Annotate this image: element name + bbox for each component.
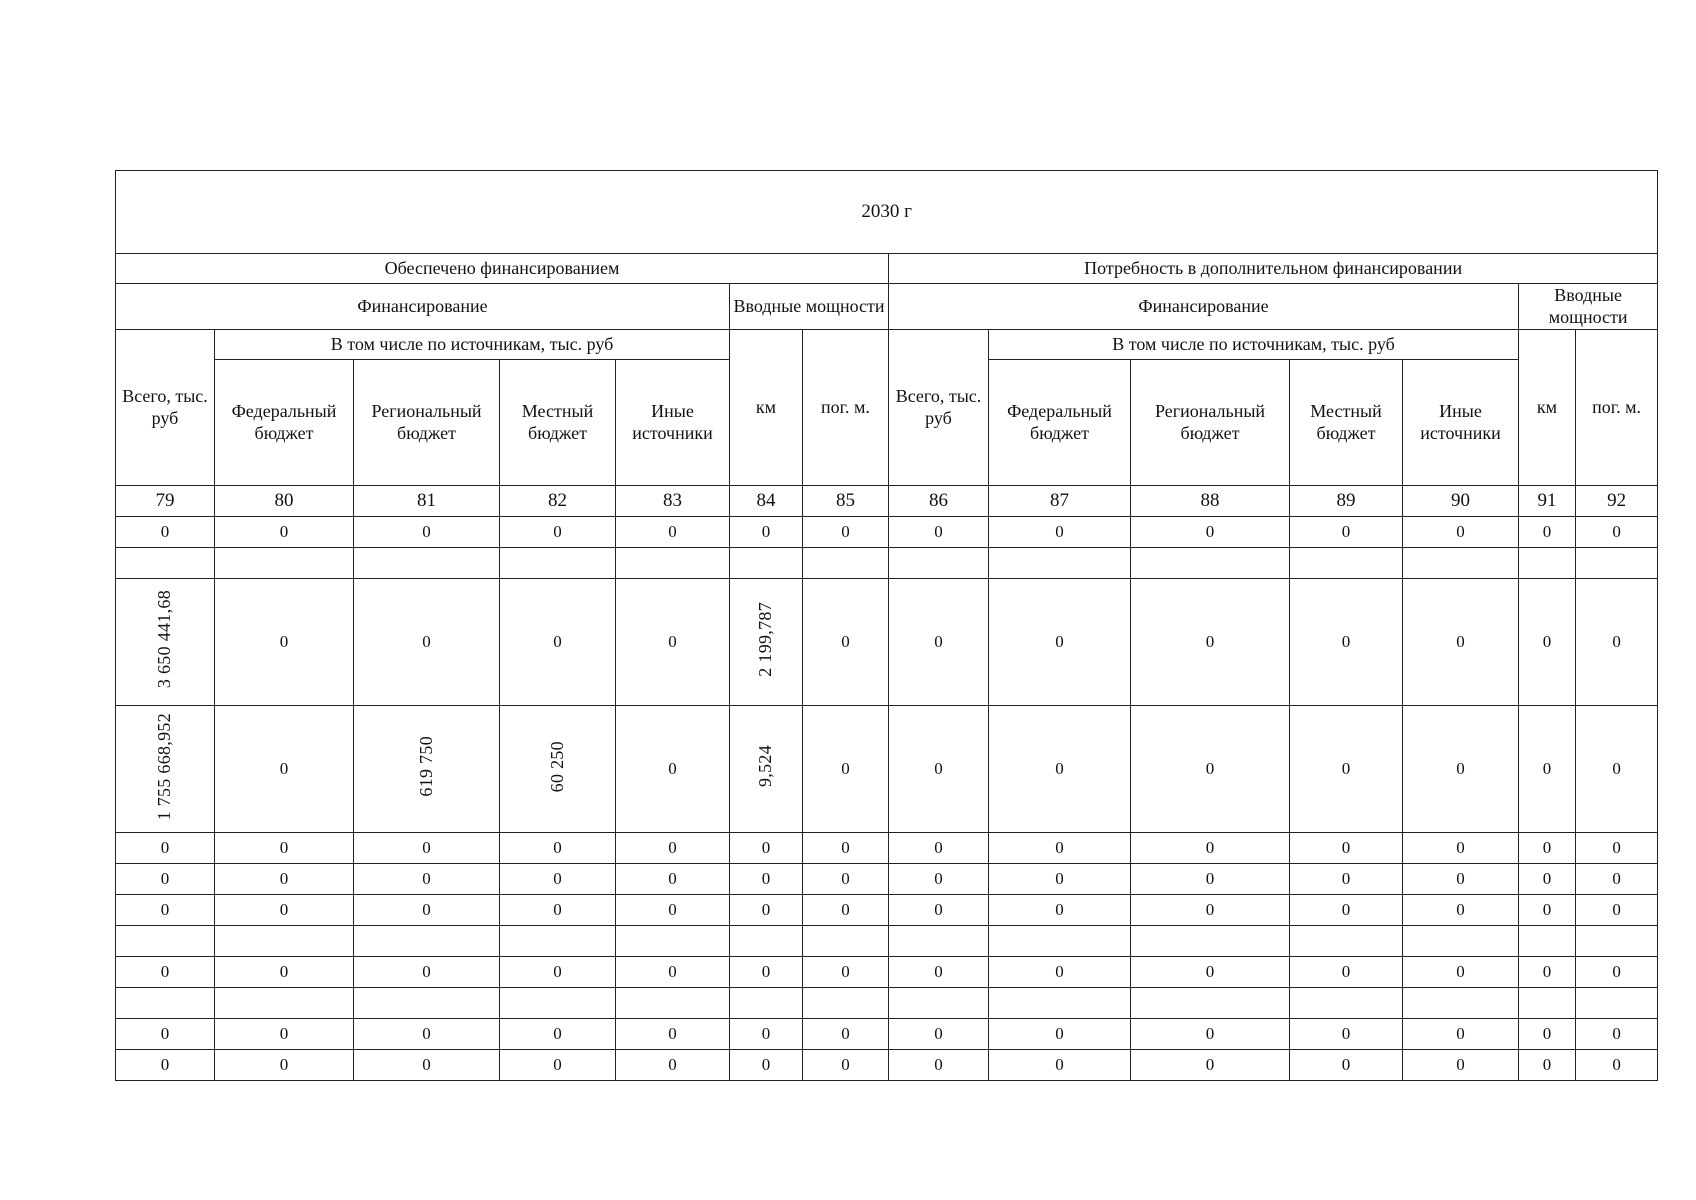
table-row-empty bbox=[116, 988, 1658, 1019]
cell-zero: 0 bbox=[1290, 1019, 1403, 1050]
cell-zero: 0 bbox=[730, 957, 803, 988]
cell-zero: 0 bbox=[1403, 957, 1519, 988]
cell-zero: 0 bbox=[1576, 706, 1658, 833]
table-row bbox=[116, 706, 1658, 833]
column-number-cell: 88 bbox=[1131, 486, 1290, 517]
cell-zero: 0 bbox=[354, 579, 500, 706]
cell-zero: 0 bbox=[354, 895, 500, 926]
cell-empty bbox=[354, 548, 500, 579]
cell-zero: 0 bbox=[1576, 1050, 1658, 1081]
cell-zero: 0 bbox=[116, 517, 215, 548]
cell-zero: 0 bbox=[1131, 895, 1290, 926]
cell-zero: 0 bbox=[1290, 957, 1403, 988]
cell-zero: 0 bbox=[1519, 517, 1576, 548]
cell-zero: 0 bbox=[730, 895, 803, 926]
cell-zero: 0 bbox=[1290, 833, 1403, 864]
cell-zero: 0 bbox=[215, 517, 354, 548]
col-header-regional: Региональный бюджет bbox=[354, 360, 500, 486]
cell-zero: 0 bbox=[1403, 864, 1519, 895]
cell-zero: 0 bbox=[889, 895, 989, 926]
cell-empty bbox=[215, 926, 354, 957]
cell-empty bbox=[803, 548, 889, 579]
cell-zero: 0 bbox=[116, 1019, 215, 1050]
cell-empty bbox=[1131, 548, 1290, 579]
cell-empty bbox=[730, 548, 803, 579]
cell-empty bbox=[500, 926, 616, 957]
cell-zero: 0 bbox=[354, 1019, 500, 1050]
column-number-cell: 81 bbox=[354, 486, 500, 517]
cell-zero: 0 bbox=[1576, 957, 1658, 988]
cell-zero: 0 bbox=[803, 579, 889, 706]
cell-total bbox=[116, 706, 215, 833]
cell-empty bbox=[989, 988, 1131, 1019]
col-header-other: Иные источники bbox=[1403, 360, 1519, 486]
cell-zero: 0 bbox=[803, 706, 889, 833]
cell-empty bbox=[1403, 548, 1519, 579]
cell-empty bbox=[889, 988, 989, 1019]
cell-zero: 0 bbox=[1131, 957, 1290, 988]
cell-zero: 0 bbox=[500, 864, 616, 895]
cell-empty bbox=[1131, 926, 1290, 957]
cell-zero: 0 bbox=[616, 1019, 730, 1050]
cell-zero: 0 bbox=[889, 833, 989, 864]
column-number-cell: 84 bbox=[730, 486, 803, 517]
cell-zero: 0 bbox=[1576, 517, 1658, 548]
cell-zero: 0 bbox=[803, 895, 889, 926]
cell-zero: 0 bbox=[989, 706, 1131, 833]
col-header-km: км bbox=[730, 330, 803, 486]
cell-zero: 0 bbox=[889, 517, 989, 548]
cell-empty bbox=[616, 988, 730, 1019]
cell-zero: 0 bbox=[354, 864, 500, 895]
cell-zero: 0 bbox=[1290, 706, 1403, 833]
column-number-cell: 89 bbox=[1290, 486, 1403, 517]
cell-empty bbox=[116, 548, 215, 579]
cell-empty bbox=[1290, 926, 1403, 957]
cell-zero: 0 bbox=[500, 517, 616, 548]
cell-zero: 0 bbox=[215, 579, 354, 706]
cell-zero: 0 bbox=[354, 1050, 500, 1081]
cell-zero: 0 bbox=[616, 1050, 730, 1081]
cell-zero: 0 bbox=[1403, 895, 1519, 926]
cell-zero: 0 bbox=[354, 957, 500, 988]
table-row bbox=[116, 833, 1658, 864]
column-number-cell: 91 bbox=[1519, 486, 1576, 517]
cell-zero: 0 bbox=[616, 579, 730, 706]
cell-zero: 0 bbox=[989, 864, 1131, 895]
cell-zero: 0 bbox=[500, 1050, 616, 1081]
cell-km bbox=[730, 706, 803, 833]
cell-zero: 0 bbox=[989, 895, 1131, 926]
cell-empty bbox=[1576, 926, 1658, 957]
cell-zero: 0 bbox=[989, 1050, 1131, 1081]
cell-zero: 0 bbox=[1403, 706, 1519, 833]
cell-zero: 0 bbox=[1290, 895, 1403, 926]
cell-zero: 0 bbox=[116, 895, 215, 926]
cell-zero: 0 bbox=[1403, 833, 1519, 864]
cell-empty bbox=[730, 988, 803, 1019]
cell-value: 60 250 bbox=[546, 740, 567, 792]
column-number-cell: 83 bbox=[616, 486, 730, 517]
cell-zero: 0 bbox=[616, 895, 730, 926]
cell-zero: 0 bbox=[1519, 957, 1576, 988]
cell-zero: 0 bbox=[1576, 833, 1658, 864]
cell-zero: 0 bbox=[1403, 1019, 1519, 1050]
cell-zero: 0 bbox=[616, 517, 730, 548]
cell-empty bbox=[1576, 988, 1658, 1019]
column-number-cell: 87 bbox=[989, 486, 1131, 517]
cell-zero: 0 bbox=[989, 517, 1131, 548]
cell-empty bbox=[215, 988, 354, 1019]
cell-zero: 0 bbox=[1519, 579, 1576, 706]
capacity-header-left: Вводные мощности bbox=[730, 284, 889, 330]
cell-local bbox=[500, 706, 616, 833]
cell-empty bbox=[989, 926, 1131, 957]
cell-total bbox=[116, 579, 215, 706]
cell-zero: 0 bbox=[116, 1050, 215, 1081]
cell-zero: 0 bbox=[215, 1019, 354, 1050]
sources-header-left: В том числе по источникам, тыс. руб bbox=[215, 330, 730, 360]
cell-zero: 0 bbox=[730, 1019, 803, 1050]
cell-empty bbox=[1131, 988, 1290, 1019]
cell-zero: 0 bbox=[215, 864, 354, 895]
column-number-cell: 90 bbox=[1403, 486, 1519, 517]
cell-empty bbox=[1576, 548, 1658, 579]
table-row bbox=[116, 1050, 1658, 1081]
cell-zero: 0 bbox=[1131, 1050, 1290, 1081]
cell-empty bbox=[116, 988, 215, 1019]
col-header-federal: Федеральный бюджет bbox=[989, 360, 1131, 486]
col-header-federal: Федеральный бюджет bbox=[215, 360, 354, 486]
cell-empty bbox=[1519, 926, 1576, 957]
cell-zero: 0 bbox=[1519, 1050, 1576, 1081]
column-number-cell: 80 bbox=[215, 486, 354, 517]
cell-zero: 0 bbox=[215, 957, 354, 988]
cell-zero: 0 bbox=[116, 833, 215, 864]
col-header-km: км bbox=[1519, 330, 1576, 486]
cell-zero: 0 bbox=[616, 833, 730, 864]
cell-value: 2 199,787 bbox=[755, 601, 776, 677]
cell-zero: 0 bbox=[803, 1050, 889, 1081]
cell-km bbox=[730, 579, 803, 706]
cell-zero: 0 bbox=[500, 579, 616, 706]
col-header-regional: Региональный бюджет bbox=[1131, 360, 1290, 486]
cell-zero: 0 bbox=[500, 1019, 616, 1050]
cell-empty bbox=[803, 926, 889, 957]
cell-zero: 0 bbox=[1519, 1019, 1576, 1050]
cell-zero: 0 bbox=[730, 833, 803, 864]
cell-empty bbox=[354, 926, 500, 957]
financing-table-sheet bbox=[115, 170, 1657, 1081]
financing-header-right: Финансирование bbox=[889, 284, 1519, 330]
sources-header-right: В том числе по источникам, тыс. руб bbox=[989, 330, 1519, 360]
cell-zero: 0 bbox=[1576, 864, 1658, 895]
cell-zero: 0 bbox=[500, 957, 616, 988]
column-number-cell: 79 bbox=[116, 486, 215, 517]
cell-zero: 0 bbox=[354, 833, 500, 864]
column-number-cell: 86 bbox=[889, 486, 989, 517]
cell-zero: 0 bbox=[803, 864, 889, 895]
table-row bbox=[116, 579, 1658, 706]
col-header-pog: пог. м. bbox=[803, 330, 889, 486]
cell-zero: 0 bbox=[989, 579, 1131, 706]
cell-zero: 0 bbox=[1290, 864, 1403, 895]
column-number-cell: 92 bbox=[1576, 486, 1658, 517]
cell-zero: 0 bbox=[215, 833, 354, 864]
table-row bbox=[116, 957, 1658, 988]
col-header-pog: пог. м. bbox=[1576, 330, 1658, 486]
cell-zero: 0 bbox=[730, 517, 803, 548]
table-row bbox=[116, 1019, 1658, 1050]
cell-empty bbox=[616, 548, 730, 579]
cell-zero: 0 bbox=[803, 833, 889, 864]
cell-zero: 0 bbox=[989, 1019, 1131, 1050]
cell-zero: 0 bbox=[803, 957, 889, 988]
cell-zero: 0 bbox=[889, 1050, 989, 1081]
cell-zero: 0 bbox=[1519, 895, 1576, 926]
table-row bbox=[116, 864, 1658, 895]
cell-empty bbox=[889, 926, 989, 957]
cell-empty bbox=[1403, 926, 1519, 957]
cell-zero: 0 bbox=[889, 1019, 989, 1050]
capacity-header-right: Вводные мощности bbox=[1519, 284, 1658, 330]
year-header: 2030 г bbox=[116, 171, 1658, 254]
cell-zero: 0 bbox=[116, 957, 215, 988]
cell-empty bbox=[500, 988, 616, 1019]
cell-empty bbox=[889, 548, 989, 579]
financing-header-left: Финансирование bbox=[116, 284, 730, 330]
col-header-local: Местный бюджет bbox=[1290, 360, 1403, 486]
cell-zero: 0 bbox=[616, 706, 730, 833]
cell-zero: 0 bbox=[1519, 706, 1576, 833]
cell-zero: 0 bbox=[1403, 517, 1519, 548]
cell-zero: 0 bbox=[1576, 1019, 1658, 1050]
cell-regional bbox=[354, 706, 500, 833]
cell-zero: 0 bbox=[889, 957, 989, 988]
cell-zero: 0 bbox=[500, 895, 616, 926]
cell-zero: 0 bbox=[215, 895, 354, 926]
cell-zero: 0 bbox=[1290, 517, 1403, 548]
cell-zero: 0 bbox=[215, 1050, 354, 1081]
cell-value: 1 755 668,952 bbox=[154, 712, 175, 820]
column-number-cell: 82 bbox=[500, 486, 616, 517]
cell-zero: 0 bbox=[730, 1050, 803, 1081]
cell-empty bbox=[215, 548, 354, 579]
cell-zero: 0 bbox=[1519, 864, 1576, 895]
cell-zero: 0 bbox=[1131, 1019, 1290, 1050]
cell-zero: 0 bbox=[1290, 1050, 1403, 1081]
cell-zero: 0 bbox=[889, 864, 989, 895]
cell-value: 619 750 bbox=[415, 735, 436, 797]
financing-table bbox=[115, 170, 1658, 1081]
cell-zero: 0 bbox=[889, 706, 989, 833]
col-header-other: Иные источники bbox=[616, 360, 730, 486]
cell-zero: 0 bbox=[616, 957, 730, 988]
cell-zero: 0 bbox=[889, 579, 989, 706]
col-header-local: Местный бюджет bbox=[500, 360, 616, 486]
cell-value: 9,524 bbox=[755, 745, 776, 788]
cell-zero: 0 bbox=[1131, 833, 1290, 864]
cell-zero: 0 bbox=[803, 517, 889, 548]
group-header-additional: Потребность в дополнительном финансировании bbox=[889, 254, 1658, 284]
cell-empty bbox=[116, 926, 215, 957]
cell-zero: 0 bbox=[1131, 517, 1290, 548]
cell-zero: 0 bbox=[1131, 579, 1290, 706]
cell-zero: 0 bbox=[354, 517, 500, 548]
cell-empty bbox=[1403, 988, 1519, 1019]
cell-empty bbox=[1519, 548, 1576, 579]
cell-zero: 0 bbox=[215, 706, 354, 833]
table-row bbox=[116, 517, 1658, 548]
cell-zero: 0 bbox=[616, 864, 730, 895]
cell-zero: 0 bbox=[500, 833, 616, 864]
cell-zero: 0 bbox=[1519, 833, 1576, 864]
cell-zero: 0 bbox=[1576, 579, 1658, 706]
cell-zero: 0 bbox=[1403, 579, 1519, 706]
cell-empty bbox=[500, 548, 616, 579]
cell-zero: 0 bbox=[1576, 895, 1658, 926]
cell-zero: 0 bbox=[989, 833, 1131, 864]
cell-empty bbox=[730, 926, 803, 957]
table-row-empty bbox=[116, 548, 1658, 579]
cell-zero: 0 bbox=[803, 1019, 889, 1050]
table-row-empty bbox=[116, 926, 1658, 957]
cell-zero: 0 bbox=[116, 864, 215, 895]
col-header-total: Всего, тыс. руб bbox=[116, 330, 215, 486]
column-number-row bbox=[116, 486, 1658, 517]
cell-empty bbox=[803, 988, 889, 1019]
cell-value: 3 650 441,68 bbox=[154, 590, 175, 689]
table-row bbox=[116, 895, 1658, 926]
cell-zero: 0 bbox=[1403, 1050, 1519, 1081]
column-number-cell: 85 bbox=[803, 486, 889, 517]
cell-zero: 0 bbox=[1131, 706, 1290, 833]
cell-empty bbox=[354, 988, 500, 1019]
group-header-secured: Обеспечено финансированием bbox=[116, 254, 889, 284]
col-header-total: Всего, тыс. руб bbox=[889, 330, 989, 486]
cell-zero: 0 bbox=[1131, 864, 1290, 895]
cell-zero: 0 bbox=[730, 864, 803, 895]
cell-empty bbox=[1519, 988, 1576, 1019]
cell-empty bbox=[1290, 548, 1403, 579]
cell-empty bbox=[1290, 988, 1403, 1019]
cell-zero: 0 bbox=[989, 957, 1131, 988]
cell-empty bbox=[616, 926, 730, 957]
cell-empty bbox=[989, 548, 1131, 579]
cell-zero: 0 bbox=[1290, 579, 1403, 706]
